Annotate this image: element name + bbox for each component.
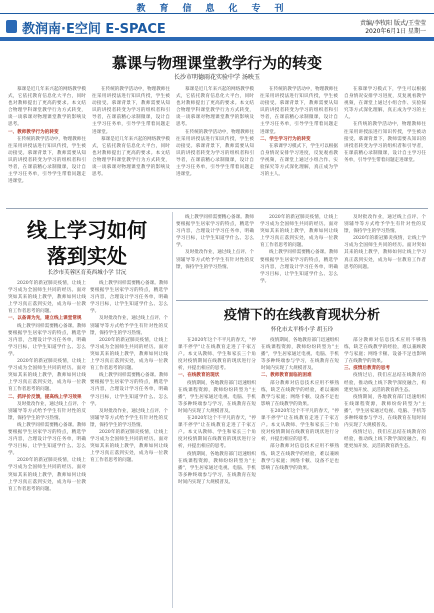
article3-p3: 部分教师对信息技术应用不够熟练，缺乏在线教学的经验，难以兼顾教学与家庭；网络卡顿、设备不足也影响了在线教学的效果。 xyxy=(261,380,339,407)
section-title: 教润南·E空间 E-SPACE xyxy=(22,22,166,37)
divider-article3 xyxy=(176,300,428,301)
article3-p2-cont: 疫情期间，各地教育部门迅速组织在线课程资源，教师纷纷转型为"主播"，学生居家通过电视、电脑、手机等多种终端参与学习，在线教育在短时间内实现了大规模普及。 xyxy=(178,451,256,485)
article1-p1-cont4: 在传统的教学活动中，物理教师往往采用讲授法进行知识传授，学生被动接受。慕课背景下，教师需要从知识的讲授者转变为学习的组织者和引导者，在课前精心录制微课，设计自主学习任务单，引导学生带着问题走进课堂。 xyxy=(344,122,426,163)
header-meta xyxy=(360,20,426,36)
article2-p2: 线上教学同样需要精心备课。教师要根据学生居家学习的特点，精选学习内容，合理设计学习任务单，明确学习目标，让学生知道学什么、怎么学。 xyxy=(8,323,86,357)
article1-sub1: 一、教师教学行为的转变 xyxy=(8,129,59,135)
article1-col2 xyxy=(92,86,170,204)
article2-p2-cont3: 线上教学同样需要精心备课。教师要根据学生居家学习的特点，精选学习内容，合理设计学习任务单，明确学习目标，让学生知道学什么、怎么学。 xyxy=(90,373,168,407)
article1-col4 xyxy=(260,86,338,204)
article1-title: 慕课与物理课堂教学行为的转变 xyxy=(111,54,322,72)
article1-col1 xyxy=(8,86,86,204)
article2-p2-cont2: 线上教学同样需要精心备课。教师要根据学生居家学习的特点，精选学习内容，合理设计学习任务单，明确学习目标，让学生知道学什么、怎么学。 xyxy=(90,281,168,315)
article3-col2 xyxy=(261,337,339,607)
article3-byline: 怀化市太平桥小学 胡玉玲 xyxy=(270,327,334,333)
header-rule xyxy=(0,37,434,41)
article1-p2: 在慕课学习模式下，学生可以根据自身情况安排学习进度，反复观看教学视频，在课堂上通过小组合作、实验探究等方式深化理解，真正成为学习的主人。 xyxy=(260,143,338,178)
article3-sub3: 三、疫情后教育的思考 xyxy=(344,366,390,372)
article2-byline: 长沙市芙蓉区育英西城小学 甘沅 xyxy=(47,270,127,276)
article3-col3 xyxy=(344,337,426,607)
article3-p2-cont2: 疫情期间，各地教育部门迅速组织在线课程资源，教师纷纷转型为"主播"，学生居家通过电视、电脑、手机等多种终端参与学习，在线教育在短时间内实现了大规模普及。 xyxy=(261,338,339,372)
article2-p1-cont6: 2020年的新冠肺炎疫情，让线上学习成为全国师生共同的经历。面对突如其来的线上教学，教师如何让线上学习真正落到实处，成为每一位教育工作者思考的问题。 xyxy=(344,236,426,270)
banner-text: 教育信息化专刊 xyxy=(136,4,298,14)
article1-intro-cont2: 慕课是近几年来兴起的网络教学模式，它依托教育信息化大平台，同时也对教师提出了更高的要求。本文结合物理学科课堂教学行为方式转变，谈一谈慕课对物理课堂教学的影响及思考。 xyxy=(176,87,254,128)
article2-p3-cont4: 及时批改作业，通过线上点评、个别辅导等方式给予学生有针对性的反馈，保持学生的学习热情。 xyxy=(344,215,426,235)
editor-line: 责编/李牧阳 版式/王莹莹 xyxy=(360,20,426,27)
article2-col1 xyxy=(8,280,86,605)
article1-p2-cont: 在慕课学习模式下，学生可以根据自身情况安排学习进度，反复观看教学视频，在课堂上通过小组合作、实验探究等方式深化理解，真正成为学习的主人。 xyxy=(344,87,426,121)
article3-p2-cont3: 疫情期间，各地教育部门迅速组织在线课程资源，教师纷纷转型为"主播"，学生居家通过电视、电脑、手机等多种终端参与学习，在线教育在短时间内实现了大规模普及。 xyxy=(344,394,426,429)
article2-p2-cont4: 线上教学同样需要精心备课。教师要根据学生居家学习的特点，精选学习内容，合理设计学习任务单，明确学习目标，让学生知道学什么、怎么学。 xyxy=(176,215,254,249)
article1-sub2: 二、学生学习行为的转变 xyxy=(260,136,311,142)
article3-title: 疫情下的在线教育现状分析 xyxy=(223,308,380,323)
article1-intro-cont: 慕课是近几年来兴起的网络教学模式，它依托教育信息化大平台，同时也对教师提出了更高的要求。本文结合物理学科课堂教学行为方式转变，谈一谈慕课对物理课堂教学的影响及思考。 xyxy=(92,136,170,178)
article3-p1-cont2: 在2020年这个不平凡的春天，"停课不停学"让在线教育走进了千家万户。本文从教师、学生和家长三个角度对疫情期间在线教育的现状进行分析，并提出相应的思考。 xyxy=(261,408,339,443)
top-banner xyxy=(0,0,434,14)
article2-title-line1: 线上学习如何 xyxy=(27,218,147,242)
article1-byline: 长沙市明德雨花实验中学 汤映玉 xyxy=(174,74,260,81)
article3-p3-cont: 部分教师对信息技术应用不够熟练，缺乏在线教学的经验，难以兼顾教学与家庭；网络卡顿、设备不足也影响了在线教学的效果。 xyxy=(261,444,339,471)
article2-p1-cont4: 2020年的新冠肺炎疫情，让线上学习成为全国师生共同的经历。面对突如其来的线上教学，教师如何让线上学习真正落到实处，成为每一位教育工作者思考的问题。 xyxy=(90,429,168,464)
article2-p1-cont2: 2020年的新冠肺炎疫情，让线上学习成为全国师生共同的经历。面对突如其来的线上教学，教师如何让线上学习真正落到实处，成为每一位教育工作者思考的问题。 xyxy=(8,458,86,492)
article2-p3: 及时批改作业，通过线上点评、个别辅导等方式给予学生有针对性的反馈，保持学生的学习热情。 xyxy=(8,401,86,421)
article3-p4: 疫情过后，我们应总结在线教育的经验，推动线上线下教学深度融合，构建更加开放、灵活的教育新生态。 xyxy=(344,373,426,393)
article2-sub2: 二、抓评价反馈，提高线上学习效果 xyxy=(8,394,82,400)
article3-sub2: 二、教师教育面临的困难 xyxy=(261,373,312,379)
article3-col1 xyxy=(178,337,256,607)
article2-p1-cont: 2020年的新冠肺炎疫情，让线上学习成为全国师生共同的经历。面对突如其来的线上教学，教师如何让线上学习真正落到实处，成为每一位教育工作者思考的问题。 xyxy=(8,359,86,393)
article2-p3-cont: 及时批改作业，通过线上点评、个别辅导等方式给予学生有针对性的反馈，保持学生的学习热情。 xyxy=(90,316,168,336)
section-header xyxy=(0,16,434,38)
date-line: 2020年6月1日 星期一 xyxy=(365,28,426,35)
article2-title-line2: 落到实处 xyxy=(47,244,127,268)
article1-col5 xyxy=(344,86,426,204)
article2-p1-cont5: 2020年的新冠肺炎疫情，让线上学习成为全国师生共同的经历。面对突如其来的线上教学，教师如何让线上学习真正落到实处，成为每一位教育工作者思考的问题。 xyxy=(260,215,338,249)
article1-intro: 慕课是近几年来兴起的网络教学模式，它依托教育信息化大平台，同时也对教师提出了更高的要求。本文结合物理学科课堂教学行为方式转变，谈一谈慕课对物理课堂教学的影响及思考。 xyxy=(8,87,86,128)
article3-sub1: 一、在线教育的现状 xyxy=(178,373,220,379)
article2-col5 xyxy=(344,214,426,296)
divider-article1 xyxy=(6,208,428,209)
article2-col4 xyxy=(260,214,338,296)
article2-p2-cont5: 线上教学同样需要精心备课。教师要根据学生居家学习的特点，精选学习内容，合理设计学习任务单，明确学习目标，让学生知道学什么、怎么学。 xyxy=(260,250,338,284)
article3-p4-cont: 疫情过后，我们应总结在线教育的经验，推动线上线下教学深度融合，构建更加开放、灵活的教育新生态。 xyxy=(344,430,426,450)
article3-p2: 疫情期间，各地教育部门迅速组织在线课程资源，教师纷纷转型为"主播"，学生居家通过电视、电脑、手机等多种终端参与学习，在线教育在短时间内实现了大规模普及。 xyxy=(178,380,256,414)
article1-p1-cont: 在传统的教学活动中，物理教师往往采用讲授法进行知识传授，学生被动接受。慕课背景下，教师需要从知识的讲授者转变为学习的组织者和引导者，在课前精心录制微课，设计自主学习任务单，引导学生带着问题走进课堂。 xyxy=(92,87,170,135)
divider-article2 xyxy=(172,212,173,608)
article3-p1: 在2020年这个不平凡的春天，"停课不停学"让在线教育走进了千家万户。本文从教师、学生和家长三个角度对疫情期间在线教育的现状进行分析，并提出相应的思考。 xyxy=(178,338,256,372)
article1-col3 xyxy=(176,86,254,204)
article3-p1-cont: 在2020年这个不平凡的春天，"停课不停学"让在线教育走进了千家万户。本文从教师、学生和家长三个角度对疫情期间在线教育的现状进行分析，并提出相应的思考。 xyxy=(178,416,256,450)
article3-p3-cont2: 部分教师对信息技术应用不够熟练，缺乏在线教学的经验，难以兼顾教学与家庭；网络卡顿、设备不足也影响了在线教学的效果。 xyxy=(344,338,426,365)
article2-col2 xyxy=(90,280,168,605)
article2-p3-cont2: 及时批改作业，通过线上点评、个别辅导等方式给予学生有针对性的反馈，保持学生的学习热情。 xyxy=(90,408,168,428)
article2-col3 xyxy=(176,214,254,296)
article1-p1: 在传统的教学活动中，物理教师往往采用讲授法进行知识传授，学生被动接受。慕课背景下，教师需要从知识的讲授者转变为学习的组织者和引导者，在课前精心录制微课，设计自主学习任务单，引导学生带着问题走进课堂。 xyxy=(8,136,86,185)
article2-sub1: 一、以备课为先，建立线上课堂常规 xyxy=(8,316,82,322)
article1-p1-cont3: 在传统的教学活动中，物理教师往往采用讲授法进行知识传授，学生被动接受。慕课背景下，教师需要从知识的讲授者转变为学习的组织者和引导者，在课前精心录制微课，设计自主学习任务单，引导学生带着问题走进课堂。 xyxy=(260,87,338,135)
book-icon xyxy=(6,20,17,33)
article1-p1-cont2: 在传统的教学活动中，物理教师往往采用讲授法进行知识传授，学生被动接受。慕课背景下，教师需要从知识的讲授者转变为学习的组织者和引导者，在课前精心录制微课，设计自主学习任务单，引导学生带着问题走进课堂。 xyxy=(176,129,254,178)
article2-p1-cont3: 2020年的新冠肺炎疫情，让线上学习成为全国师生共同的经历。面对突如其来的线上教学，教师如何让线上学习真正落到实处，成为每一位教育工作者思考的问题。 xyxy=(90,337,168,372)
article2-p1: 2020年的新冠肺炎疫情，让线上学习成为全国师生共同的经历。面对突如其来的线上教学，教师如何让线上学习真正落到实处，成为每一位教育工作者思考的问题。 xyxy=(8,281,86,315)
article2-p3-cont3: 及时批改作业，通过线上点评、个别辅导等方式给予学生有针对性的反馈，保持学生的学习热情。 xyxy=(176,250,254,270)
article2-p2-cont: 线上教学同样需要精心备课。教师要根据学生居家学习的特点，精选学习内容，合理设计学习任务单，明确学习目标，让学生知道学什么、怎么学。 xyxy=(8,422,86,457)
